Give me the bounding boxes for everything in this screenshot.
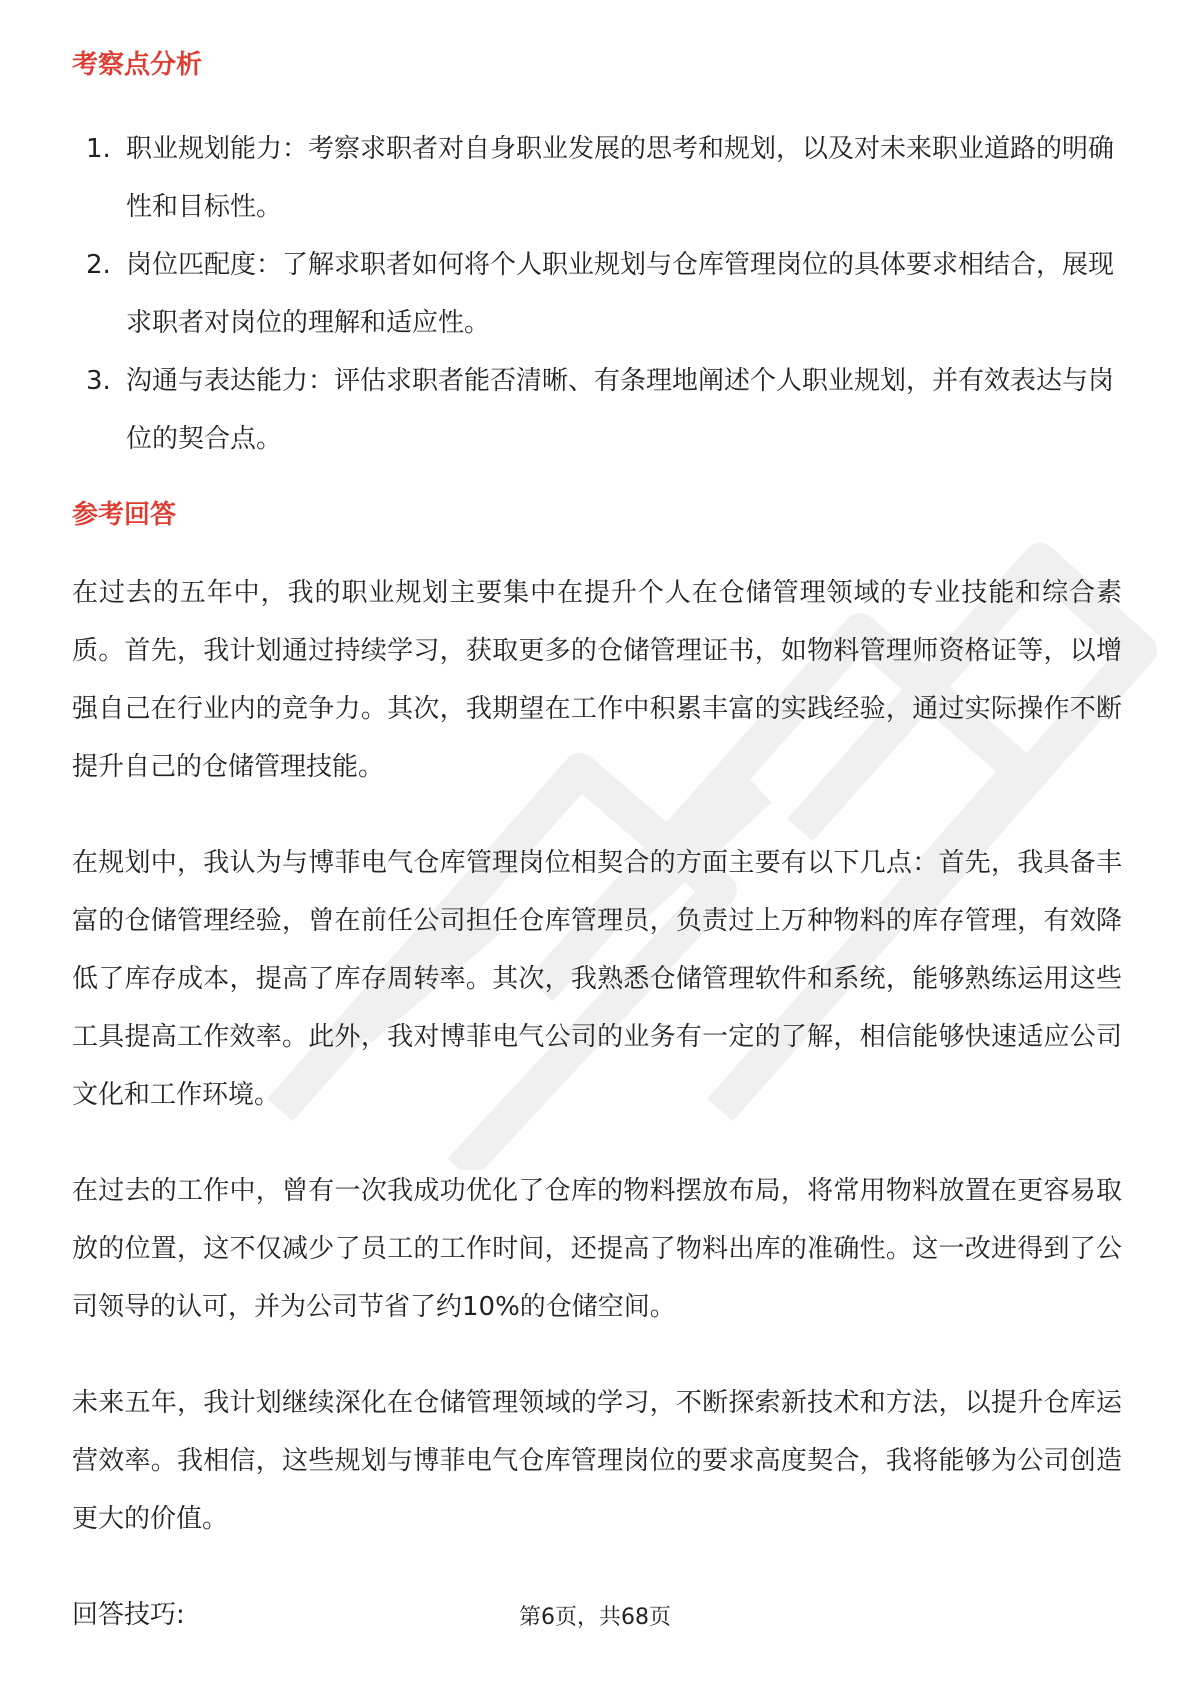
page-footer: 第6页，共68页	[519, 1605, 671, 1630]
answer-paragraph: 在过去的工作中，曾有一次我成功优化了仓库的物料摆放布局，将常用物料放置在更容易取放的位置，这不仅减少了员工的工作时间，还提高了物料出库的准确性。这一改进得到了公司领导的认可，并为公司节省了约10%的仓储空间。	[72, 1176, 1122, 1322]
list-item	[72, 120, 1122, 236]
list-item	[72, 236, 1122, 352]
list-item-text: 沟通与表达能力：评估求职者能否清晰、有条理地阐述个人职业规划，并有效表达与岗位的契合点。	[126, 366, 1115, 454]
answer-heading: 参考回答	[72, 500, 177, 530]
list-item-number: 3.	[86, 366, 111, 396]
analysis-heading: 考察点分析	[72, 50, 203, 80]
main-content	[72, 48, 1122, 1644]
answer-paragraph: 在规划中，我认为与博菲电气仓库管理岗位相契合的方面主要有以下几点：首先，我具备丰富的仓储管理经验，曾在前任公司担任仓库管理员，负责过上万种物料的库存管理，有效降低了库存成本，提高了库存周转率。其次，我熟悉仓储管理软件和系统，能够熟练运用这些工具提高工作效率。此外，我对博菲电气公司的业务有一定的了解，相信能够快速适应公司文化和工作环境。	[72, 848, 1122, 1110]
answer-paragraph: 在过去的五年中，我的职业规划主要集中在提升个人在仓储管理领域的专业技能和综合素质。首先，我计划通过持续学习，获取更多的仓储管理证书，如物料管理师资格证等，以增强自己在行业内的竞争力。其次，我期望在工作中积累丰富的实践经验，通过实际操作不断提升自己的仓储管理技能。	[72, 578, 1122, 782]
list-item-number: 1.	[86, 134, 111, 164]
analysis-points-list	[72, 120, 1122, 468]
list-item-number: 2.	[86, 250, 111, 280]
answer-paragraph: 未来五年，我计划继续深化在仓储管理领域的学习，不断探索新技术和方法，以提升仓库运营效率。我相信，这些规划与博菲电气仓库管理岗位的要求高度契合，我将能够为公司创造更大的价值。	[72, 1388, 1122, 1534]
tips-label: 回答技巧:	[72, 1600, 185, 1630]
list-item-text: 岗位匹配度：了解求职者如何将个人职业规划与仓库管理岗位的具体要求相结合，展现求职者对岗位的理解和适应性。	[126, 250, 1115, 338]
list-item	[72, 352, 1122, 468]
list-item-text: 职业规划能力：考察求职者对自身职业发展的思考和规划，以及对未来职业道路的明确性和目标性。	[126, 134, 1115, 222]
